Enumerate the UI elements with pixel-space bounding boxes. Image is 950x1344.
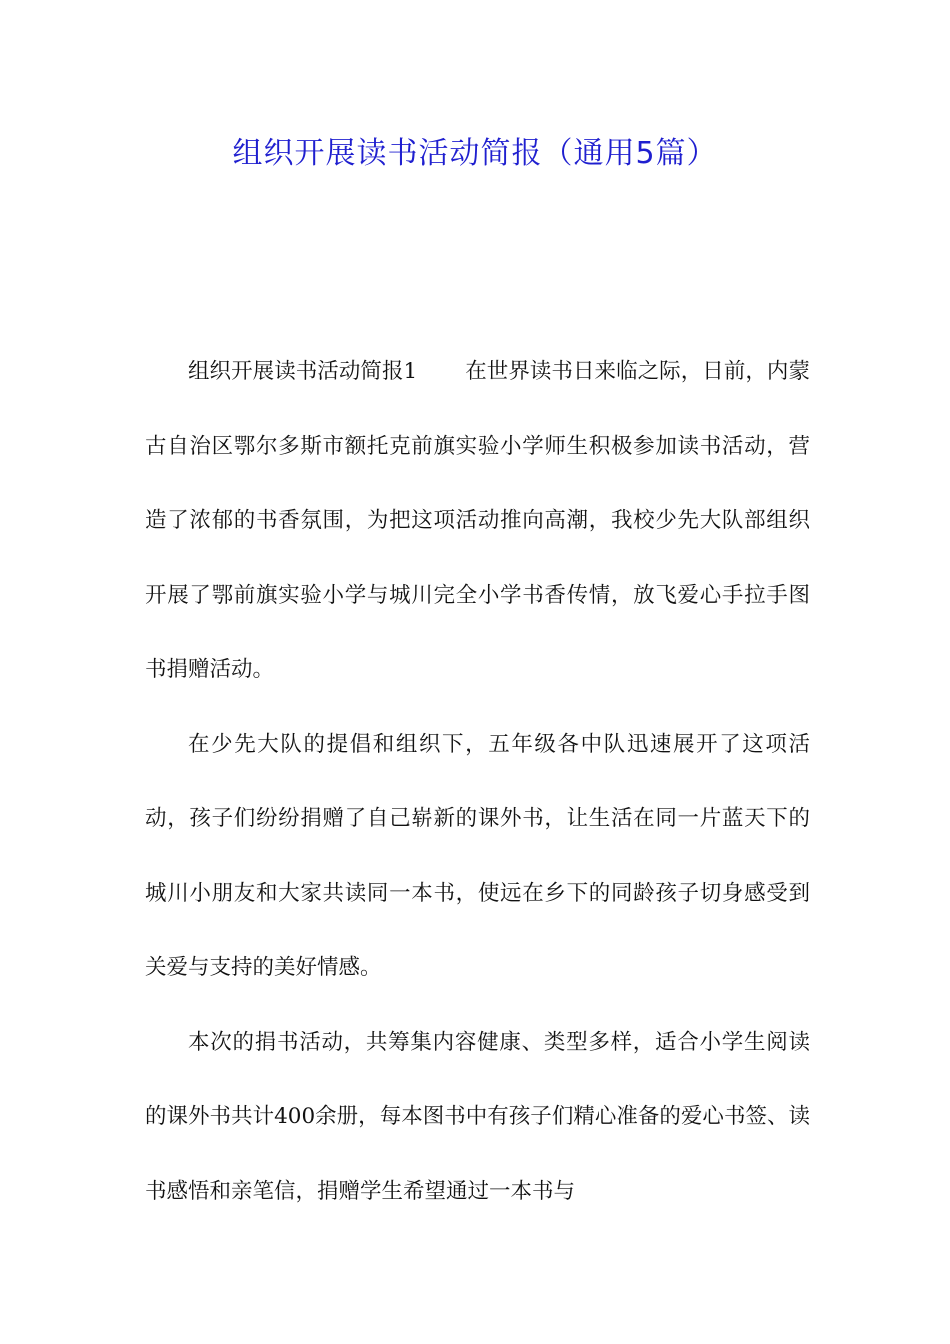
paragraph-2: 在少先大队的提倡和组织下，五年级各中队迅速展开了这项活动，孩子们纷纷捐赠了自己崭新的课外书，让生活在同一片蓝天下的城川小朋友和大家共读同一本书，使远在乡下的同龄孩子切身感受到关爱与支持的美好情感。 [145,731,810,980]
section-heading: 组织开展读书活动简报1 [188,359,418,384]
document-title: 组织开展读书活动简报（通用5篇） [232,136,718,171]
document-body [145,335,810,1229]
paragraph-1-text: 在世界读书日来临之际，日前，内蒙古自治区鄂尔多斯市额托克前旗实验小学师生积极参加读书活动，营造了浓郁的书香氛围，为把这项活动推向高潮，我校少先大队部组织开展了鄂前旗实验小学与城川完全小学书香传情，放飞爱心手拉手图书捐赠活动。 [145,359,810,682]
paragraph-1 [145,335,810,708]
paragraph-3: 本次的捐书活动，共筹集内容健康、类型多样，适合小学生阅读的课外书共计400余册，每本图书中有孩子们精心准备的爱心书签、读书感悟和亲笔信，捐赠学生希望通过一本书与 [145,1029,810,1204]
